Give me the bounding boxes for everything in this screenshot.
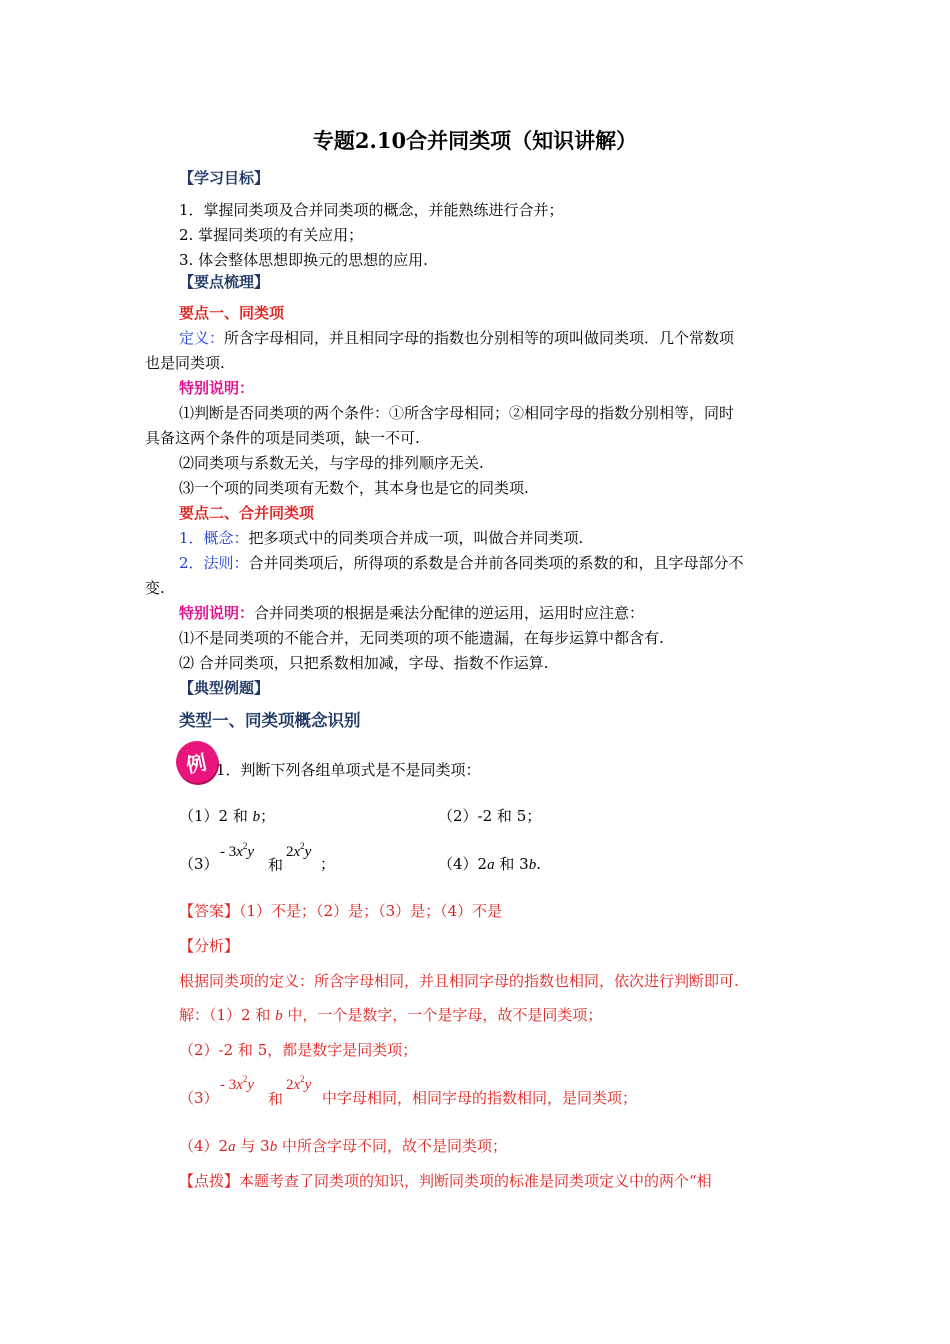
solution-4-end: 中所含字母不同，故不是同类项； <box>277 1137 507 1155</box>
solution-term-neg-3x2y <box>220 1075 254 1096</box>
learning-goals-heading: 【学习目标】 <box>179 169 270 187</box>
example-badge-label: 例 <box>184 750 209 778</box>
analysis-text: 根据同类项的定义：所含字母相同，并且相同字母的指数也相同，依次进行判断即可. <box>179 972 739 990</box>
term-a-coef: - 3 <box>220 844 237 860</box>
solution-4-a: a <box>228 1139 236 1155</box>
term-neg-3x2y <box>220 842 254 863</box>
goal-item-1: 1．掌握同类项及合并同类项的概念，并能熟练进行合并； <box>179 201 564 219</box>
sol-term-a-exp: 2 <box>242 1074 248 1084</box>
option-4-a: a <box>487 857 495 873</box>
tip-line <box>179 1171 712 1191</box>
definition-line <box>179 328 734 348</box>
tip-text: 本题考查了同类项的知识，判断同类项的标准是同类项定义中的两个“相 <box>239 1172 712 1190</box>
sol-term-b-y: y <box>304 1077 312 1093</box>
key-points-heading: 【要点梳理】 <box>179 273 270 291</box>
term-a-y: y <box>247 844 255 860</box>
term-b-exp: 2 <box>300 841 305 851</box>
solution-3-label: （3） <box>179 1089 219 1107</box>
definition-text-cont: 也是同类项. <box>145 354 225 372</box>
type1-heading: 类型一、同类项概念识别 <box>179 711 361 730</box>
answer-text: 【答案】（1）不是；（2）是；（3）是；（4）不是 <box>179 902 503 920</box>
sol-term-a-coef: - 3 <box>220 1077 237 1093</box>
term-b-x: x <box>293 844 301 860</box>
question-text: 1．判断下列各组单项式是不是同类项： <box>216 761 481 779</box>
sol-term-b-coef: 2 <box>286 1077 294 1093</box>
tip-label: 【点拨】 <box>179 1172 240 1190</box>
point2-note-1: ⑴不是同类项的不能合并，无同类项的项不能遗漏，在每步运算中都含有. <box>179 629 664 647</box>
solution-4-mid: 与 3 <box>235 1137 270 1155</box>
goal-item-2: 2. 掌握同类项的有关应用； <box>179 226 364 244</box>
point1-heading: 要点一、同类项 <box>179 304 285 322</box>
point2-note-text: 合并同类项的根据是乘法分配律的逆运用，运用时应注意： <box>254 604 645 622</box>
concept-text: 把多项式中的同类项合并成一项，叫做合并同类项. <box>248 529 584 547</box>
point2-note-2: ⑵ 合并同类项，只把系数相加减，字母、指数不作运算. <box>179 654 549 672</box>
option-3-label: （3） <box>179 855 219 873</box>
point1-note-label: 特别说明： <box>179 379 255 397</box>
term-b-y: y <box>304 844 312 860</box>
concept-label: 1．概念： <box>179 529 249 547</box>
option-3-end: ； <box>320 855 336 873</box>
rule-label: 2．法则： <box>179 554 249 572</box>
solution-1-text: 解：（1）2 和 <box>179 1006 276 1024</box>
examples-heading: 【典型例题】 <box>179 679 270 697</box>
option-2: （2）-2 和 5； <box>438 807 542 825</box>
option-4-mid: 和 3 <box>494 855 529 873</box>
solution-2: （2）-2 和 5，都是数字是同类项； <box>179 1041 418 1059</box>
page-title: 专题2.10合并同类项（知识讲解） <box>312 128 638 153</box>
sol-term-b-exp: 2 <box>300 1074 305 1084</box>
definition-text: 所含字母相同，并且相同字母的指数也分别相等的项叫做同类项．几个常数项 <box>224 329 735 347</box>
option-1 <box>179 806 275 827</box>
term-a-x: x <box>236 844 243 860</box>
option-1-var: b <box>252 809 261 825</box>
solution-1 <box>179 1005 602 1026</box>
solution-4-text: （4）2 <box>179 1137 229 1155</box>
option-4-b: b <box>528 857 537 873</box>
goal-item-3: 3. 体会整体思想即换元的思想的应用. <box>179 251 428 269</box>
point1-note-1-cont: 具备这两个条件的项是同类项，缺一不可. <box>145 429 420 447</box>
solution-1-var: b <box>275 1008 283 1024</box>
rule-line <box>179 553 744 573</box>
analysis-label: 【分析】 <box>179 937 240 955</box>
sol-term-a-y: y <box>247 1077 255 1093</box>
sol-term-b-x: x <box>293 1077 301 1093</box>
option-4-text: （4）2 <box>438 855 488 873</box>
rule-text-cont: 变. <box>145 579 165 597</box>
solution-4-b: b <box>269 1139 278 1155</box>
solution-4 <box>179 1136 507 1157</box>
point1-note-1: ⑴判断是否同类项的两个条件：①所含字母相同；②相同字母的指数分别相等，同时 <box>179 404 735 422</box>
point1-note-2: ⑵同类项与系数无关，与字母的排列顺序无关. <box>179 454 484 472</box>
option-4 <box>438 854 541 875</box>
term-a-exp: 2 <box>242 841 248 851</box>
solution-term-2x2y <box>286 1075 311 1096</box>
definition-label: 定义： <box>179 329 225 347</box>
point2-note-line <box>179 603 644 623</box>
option-4-end: . <box>536 855 541 873</box>
sol-term-a-x: x <box>236 1077 243 1093</box>
concept-line <box>179 528 583 548</box>
term-b-coef: 2 <box>286 844 294 860</box>
solution-3-and: 和 <box>268 1090 284 1108</box>
option-1-text: （1）2 和 <box>179 807 253 825</box>
example-badge <box>176 741 218 783</box>
rule-text: 合并同类项后，所得项的系数是合并前各同类项的系数的和，且字母部分不 <box>248 554 744 572</box>
option-3-and: 和 <box>268 856 284 874</box>
solution-3-text: 中字母相同，相同字母的指数相同，是同类项； <box>322 1089 638 1107</box>
point2-heading: 要点二、合并同类项 <box>179 504 315 522</box>
option-1-end: ； <box>260 807 276 825</box>
solution-1-end: 中，一个是数字，一个是字母，故不是同类项； <box>282 1006 603 1024</box>
term-2x2y <box>286 842 311 863</box>
point2-note-label: 特别说明： <box>179 604 255 622</box>
point1-note-3: ⑶一个项的同类项有无数个，其本身也是它的同类项. <box>179 479 529 497</box>
